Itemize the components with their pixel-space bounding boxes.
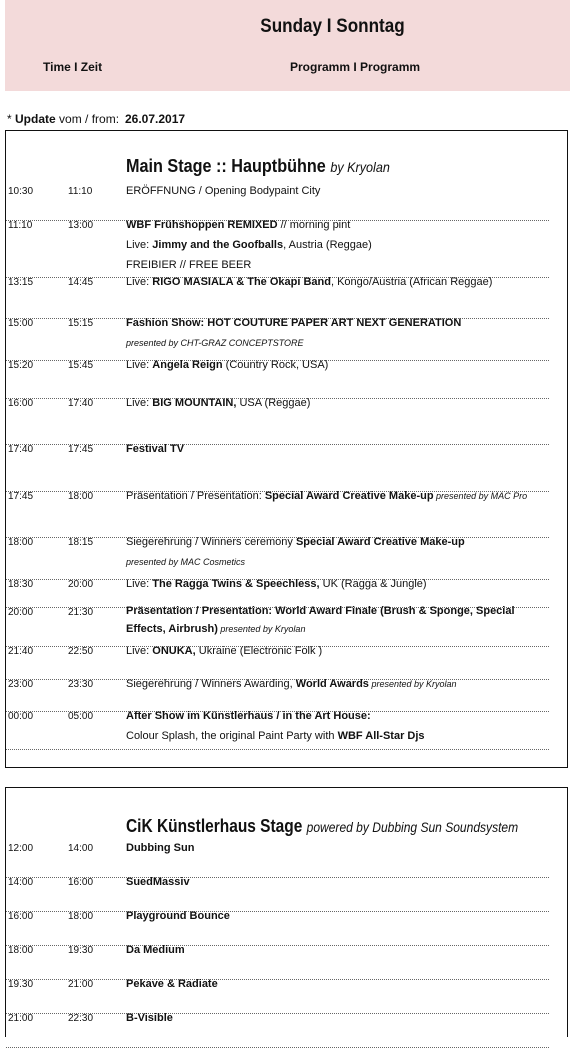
program-text: Live:: [126, 578, 153, 590]
start-time: 14:00: [8, 877, 34, 888]
stage-name: Main Stage :: Hauptbühne: [126, 156, 326, 176]
start-time: 17:45: [8, 491, 34, 502]
schedule-row: [6, 711, 549, 750]
program-entry: [126, 641, 546, 661]
end-time: 13:00: [68, 220, 94, 231]
end-time: 20:00: [68, 579, 94, 590]
program-line: [126, 439, 546, 459]
end-time: 15:15: [68, 318, 94, 329]
program-entry: [126, 181, 546, 201]
program-entry: [126, 674, 546, 694]
program-credit: presented by CHT-GRAZ CONCEPTSTORE: [126, 338, 304, 348]
program-text: FREIBIER // FREE BEER: [126, 259, 252, 271]
program-text: Ukraine (Electronic Folk ): [195, 645, 323, 657]
program-entry: [126, 974, 546, 994]
start-time: 00:00: [8, 711, 34, 722]
program-line: [126, 726, 546, 746]
program-column-label: Programm I Programm: [290, 60, 421, 74]
stage-name: CiK Künstlerhaus Stage: [126, 816, 303, 836]
program-line: [126, 706, 546, 726]
program-highlight: Präsentation / Presentation: World Award Finale (Brush & Sponge, Special Effects, Airbrush): [126, 605, 515, 635]
end-time: 17:40: [68, 398, 94, 409]
program-text: ERÖFFNUNG / Opening Bodypaint City: [126, 185, 321, 197]
program-highlight: Da Medium: [126, 944, 185, 956]
program-highlight: Dubbing Sun: [126, 842, 195, 854]
program-highlight: Festival TV: [126, 443, 185, 455]
program-entry: [126, 215, 546, 275]
program-credit: presented by Kryolan: [368, 679, 457, 689]
program-line: [126, 272, 546, 292]
program-entry: [126, 940, 546, 960]
program-entry: [126, 439, 546, 459]
program-line: [126, 393, 546, 413]
start-time: 17:40: [8, 444, 34, 455]
program-entry: [126, 574, 546, 594]
start-time: 20:00: [8, 607, 34, 618]
program-highlight: Playground Bounce: [126, 910, 230, 922]
program-text: , Austria (Reggae): [283, 239, 372, 251]
end-time: 22:50: [68, 646, 94, 657]
program-text: Live:: [126, 397, 153, 409]
end-time: 14:45: [68, 277, 94, 288]
end-time: 21:30: [68, 607, 94, 618]
program-line: [126, 940, 546, 960]
program-text: Siegerehrung / Winners Awarding,: [126, 678, 296, 690]
update-note: [7, 112, 119, 126]
program-line: [126, 235, 546, 255]
program-highlight: B-Visible: [126, 1012, 173, 1024]
end-time: 17:45: [68, 444, 94, 455]
start-time: 19.30: [8, 979, 34, 990]
program-entry: [126, 393, 546, 413]
day-title: Sunday I Sonntag: [260, 16, 405, 37]
stage-sponsor: by Kryolan: [330, 159, 390, 175]
program-highlight: Special Award Creative Make-up: [264, 490, 434, 502]
start-time: 16:00: [8, 398, 34, 409]
program-credit: presented by Kryolan: [217, 624, 306, 634]
program-text: Live:: [126, 276, 153, 288]
end-time: 11:10: [68, 186, 93, 197]
start-time: 18:00: [8, 537, 34, 548]
start-time: 16:00: [8, 911, 34, 922]
program-highlight: Jimmy and the Goofballs: [152, 239, 284, 251]
schedule-row: [6, 398, 549, 445]
program-entry: [126, 872, 546, 892]
program-line: [126, 532, 546, 552]
program-highlight: Special Award Creative Make-up: [295, 536, 465, 548]
program-text: Siegerehrung / Winners ceremony: [126, 536, 296, 548]
end-time: 15:45: [68, 360, 94, 371]
end-time: 05:00: [68, 711, 94, 722]
program-entry: [126, 1008, 546, 1028]
program-text: Colour Splash, the original Paint Party with: [126, 730, 338, 742]
program-line: [126, 838, 546, 858]
end-time: 23:30: [68, 679, 94, 690]
end-time: 18:15: [68, 537, 94, 548]
start-time: 18:30: [8, 579, 34, 590]
program-highlight: Fashion Show: HOT COUTURE PAPER ART NEXT GENERATION: [126, 317, 462, 329]
program-highlight: ONUKA,: [152, 645, 196, 657]
start-time: 10:30: [8, 186, 34, 197]
program-highlight: BIG MOUNTAIN,: [152, 397, 237, 409]
program-entry: [126, 706, 546, 746]
schedule-row: [6, 220, 549, 278]
program-line: [126, 552, 546, 572]
program-entry: [126, 313, 546, 353]
program-text: // morning pint: [277, 219, 351, 231]
program-credit: presented by MAC Pro: [433, 491, 528, 501]
start-time: 12:00: [8, 843, 34, 854]
start-time: 15:00: [8, 318, 34, 329]
stage-sponsor: powered by Dubbing Sun Soundsystem: [306, 819, 519, 835]
program-line: [126, 181, 546, 201]
program-text: UK (Ragga & Jungle): [319, 578, 427, 590]
program-line: [126, 313, 546, 333]
program-highlight: WBF Frühshoppen REMIXED: [126, 219, 278, 231]
program-text: Präsentation / Presentation:: [126, 490, 265, 502]
main-stage-title: [126, 156, 390, 177]
program-entry: [126, 602, 546, 638]
start-time: 23:00: [8, 679, 34, 690]
program-highlight: Pekave & Radiate: [126, 978, 218, 990]
end-time: 18:00: [68, 491, 94, 502]
end-time: 16:00: [68, 877, 94, 888]
program-line: [126, 906, 546, 926]
program-line: [126, 974, 546, 994]
program-entry: [126, 838, 546, 858]
program-text: Live:: [126, 239, 153, 251]
program-line: [126, 872, 546, 892]
program-highlight: The Ragga Twins & Speechless,: [152, 578, 320, 590]
end-time: 19:30: [68, 945, 94, 956]
start-time: 11:10: [8, 220, 33, 231]
program-text: (Country Rock, USA): [222, 359, 329, 371]
cik-stage-section: [5, 787, 568, 1037]
program-highlight: After Show im Künstlerhaus / in the Art House:: [126, 710, 371, 722]
schedule-header: [5, 0, 570, 91]
start-time: 15:20: [8, 360, 34, 371]
program-highlight: World Awards: [295, 678, 369, 690]
program-text: Live:: [126, 359, 153, 371]
program-line: [126, 641, 546, 661]
program-entry: [126, 272, 546, 292]
program-entry: [126, 486, 546, 506]
main-stage-section: [5, 130, 568, 768]
program-highlight: Angela Reign: [152, 359, 223, 371]
program-text: , Kongo/Austria (African Reggae): [330, 276, 493, 288]
program-highlight: WBF All-Star Djs: [337, 730, 425, 742]
end-time: 22:30: [68, 1013, 94, 1024]
program-highlight: RIGO MASIALA & The Okapi Band: [152, 276, 331, 288]
program-line: [126, 486, 546, 506]
update-prefix: *: [7, 112, 16, 126]
end-time: 21:00: [68, 979, 94, 990]
program-credit: presented by MAC Cosmetics: [126, 557, 246, 567]
program-line: [126, 355, 546, 375]
program-highlight: SuedMassiv: [126, 876, 190, 888]
update-rest: vom / from:: [55, 112, 120, 126]
cik-stage-title: [126, 816, 518, 837]
start-time: 21:00: [8, 1013, 34, 1024]
program-text: Live:: [126, 645, 153, 657]
start-time: 21:40: [8, 646, 34, 657]
program-entry: [126, 906, 546, 926]
end-time: 14:00: [68, 843, 94, 854]
start-time: 18:00: [8, 945, 34, 956]
program-line: [126, 574, 546, 594]
program-line: [126, 215, 546, 235]
program-entry: [126, 355, 546, 375]
program-line: [126, 1008, 546, 1028]
program-line: [126, 602, 546, 638]
schedule-row: [6, 1013, 549, 1048]
program-line: [126, 333, 546, 353]
end-time: 18:00: [68, 911, 94, 922]
program-text: USA (Reggae): [236, 397, 311, 409]
schedule-row: [6, 491, 549, 538]
time-column-label: Time I Zeit: [43, 60, 103, 74]
update-bold: Update: [15, 112, 56, 126]
update-date: 26.07.2017: [125, 112, 186, 126]
schedule-row: [6, 444, 549, 492]
program-line: [126, 674, 546, 694]
program-entry: [126, 532, 546, 572]
start-time: 13:15: [8, 277, 34, 288]
